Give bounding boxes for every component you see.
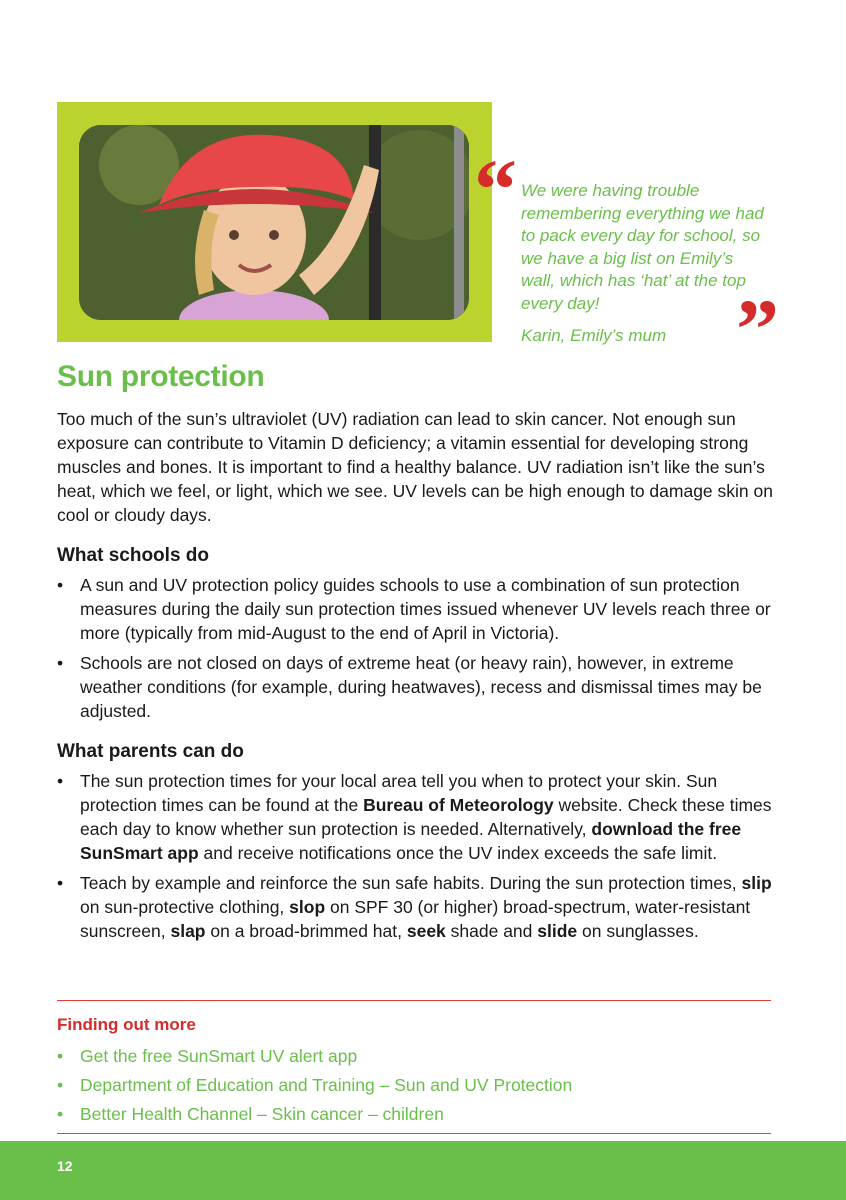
schools-heading: What schools do	[57, 545, 209, 566]
divider-bottom	[57, 1133, 771, 1134]
open-quote-icon: “	[474, 141, 517, 237]
link-better-health-skin-cancer[interactable]: • Better Health Channel – Skin cancer – children	[57, 1100, 572, 1129]
link-sunsmart-app[interactable]: • Get the free SunSmart UV alert app	[57, 1042, 572, 1071]
girl-in-red-hat-photo	[79, 125, 469, 320]
page-number: 12	[57, 1158, 73, 1174]
intro-paragraph: Too much of the sun’s ultraviolet (UV) radiation can lead to skin cancer. Not enough sun exposure can contribute to Vitamin D deficiency; a vitamin essential for developing strong muscles and bones. It is important to find a healthy balance. UV radiation isn’t like the sun’s heat, which we feel, or light, which we see. UV levels can be high enough to damage skin on cool or cloudy days.	[57, 409, 773, 525]
list-item: • A sun and UV protection policy guides schools to use a combination of sun protection measures during the daily sun protection times issued whenever UV levels reach three or more (typically from mid-August to the end of April in Victoria).	[57, 573, 787, 645]
parents-heading: What parents can do	[57, 741, 244, 762]
finding-out-more-heading: Finding out more	[57, 1015, 196, 1034]
list-item: • Schools are not closed on days of extreme heat (or heavy rain), however, in extreme weather conditions (for example, during heatwaves), recess and dismissal times may be adjusted.	[57, 651, 787, 723]
quote-author: Karin, Emily’s mum	[521, 326, 667, 345]
photo-frame	[57, 102, 492, 342]
list-item: • The sun protection times for your local area tell you when to protect your skin. Sun protection times can be found at the Bureau of Meteorology website. Check these times each day to know whether sun protection is needed. Alternatively, download the free SunSmart app and receive notifications once the UV index exceeds the safe limit.	[57, 769, 787, 865]
parents-list	[57, 769, 787, 949]
section-title: Sun protection	[57, 360, 265, 393]
schools-list	[57, 573, 787, 729]
link-education-sun-protection[interactable]: • Department of Education and Training – Sun and UV Protection	[57, 1071, 572, 1100]
bom-link-text: Bureau of Meteorology	[363, 795, 554, 815]
list-item: • Teach by example and reinforce the sun safe habits. During the sun protection times, slip on sun-protective clothing, slop on SPF 30 (or higher) broad-spectrum, water-resistant sunscreen, slap on a broad-brimmed hat, seek shade and slide on sunglasses.	[57, 871, 787, 943]
sunsmart-app-text: download the free SunSmart app	[80, 819, 742, 863]
close-quote-icon: ”	[736, 281, 779, 377]
resource-links	[57, 1042, 572, 1129]
divider-top	[57, 1000, 771, 1001]
testimonial-quote: We were having trouble remembering everything we had to pack every day for school, so we have a big list on Emily’s wall, which has ‘hat’ at the top every day!	[521, 181, 764, 313]
footer-bar	[0, 1141, 846, 1200]
